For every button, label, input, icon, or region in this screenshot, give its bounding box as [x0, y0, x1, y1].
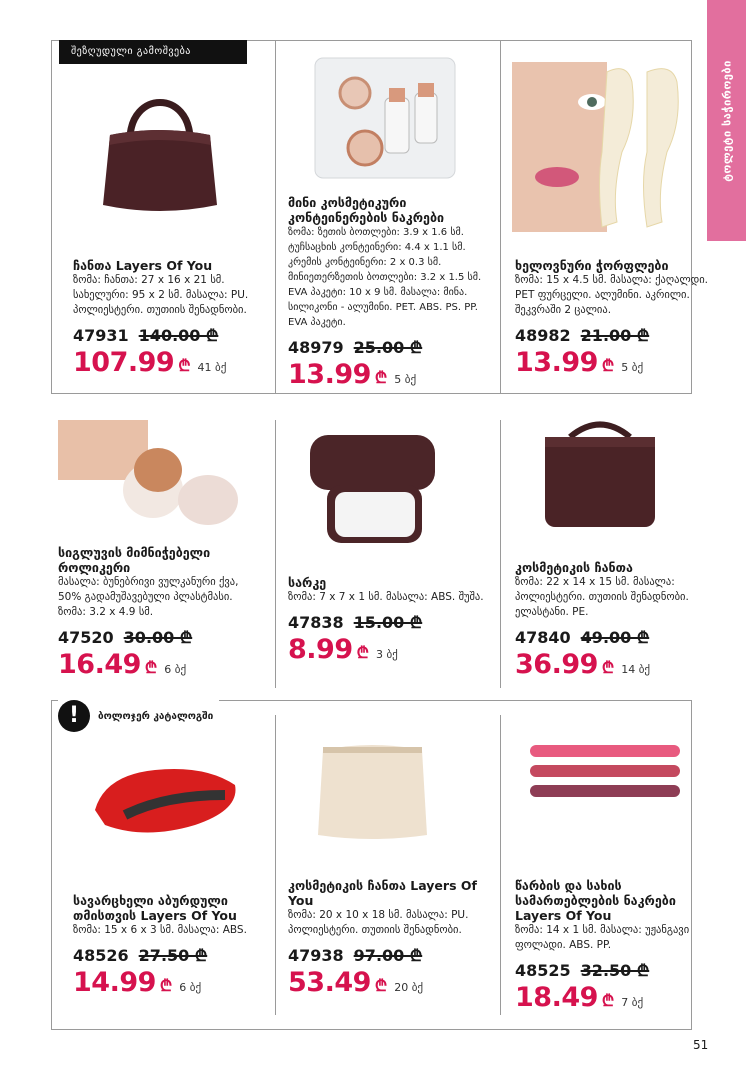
old-price: 25.00 ₾	[353, 338, 423, 357]
sale-price: 13.99	[288, 359, 371, 390]
product-name: სარკე	[288, 575, 327, 590]
points: 5 ბქ	[621, 361, 644, 374]
product-description: ზომა: 20 x 10 x 18 სმ. მასალა: PU. პოლიესტერი. თუთიის შენადნობი.	[288, 909, 469, 936]
sale-price: 36.99	[515, 649, 598, 680]
product-name: კოსმეტიკის ჩანთა	[515, 560, 633, 575]
divider	[275, 420, 276, 688]
old-price: 21.00 ₾	[580, 326, 650, 345]
points: 3 ბქ	[375, 648, 398, 661]
sale-price: 16.49	[58, 649, 141, 680]
old-price: 15.00 ₾	[353, 613, 423, 632]
product-code: 48982	[515, 325, 571, 345]
product-card[interactable]	[288, 878, 488, 998]
razor-set-image	[525, 740, 690, 805]
sale-price: 18.49	[515, 982, 598, 1013]
divider	[275, 40, 276, 394]
currency-sign: ₾	[601, 658, 615, 677]
product-description: ზომა: 15 x 6 x 3 სმ. მასალა: ABS.	[73, 924, 247, 936]
currency-sign: ₾	[159, 976, 173, 995]
product-name: ჩანთა Layers Of You	[73, 258, 213, 273]
product-description: ზომა: 15 x 4.5 სმ. მასალა: ქაღალდი. PET ფურცელი. ალუმინი. აკრილი. შეკვრაში 2 ცალია.	[515, 274, 708, 316]
currency-sign: ₾	[356, 643, 369, 662]
product-description: ზომა: 14 x 1 სმ. მასალა: უჟანგავი ფოლადი. ABS. PP.	[515, 924, 690, 951]
product-card[interactable]	[288, 575, 488, 665]
sale-price: 107.99	[73, 347, 175, 378]
old-price: 30.00 ₾	[123, 628, 193, 647]
sale-price: 13.99	[515, 347, 598, 378]
side-category-tab[interactable]	[707, 0, 746, 241]
old-price: 140.00 ₾	[138, 326, 219, 345]
product-name: კოსმეტიკის ჩანთა Layers Of You	[288, 878, 477, 908]
divider	[500, 40, 501, 394]
product-card[interactable]	[73, 893, 273, 998]
product-description: ზომა: 22 x 14 x 15 სმ. მასალა: პოლიესტერი. თუთიის შენადნობი. ელასტანი. PE.	[515, 576, 689, 618]
product-name: სიგლუვის მიმნიჭებელი როლიკერი	[58, 545, 211, 575]
product-card[interactable]	[58, 545, 258, 680]
exclamation-icon: !	[58, 700, 90, 732]
product-code: 48979	[288, 337, 344, 357]
product-name: მინი კოსმეტიკური კონტეინერების ნაკრები	[288, 195, 445, 225]
points: 7 ბქ	[621, 996, 644, 1009]
product-code: 47838	[288, 612, 344, 632]
points: 41 ბქ	[197, 361, 227, 374]
product-code: 47931	[73, 325, 129, 345]
mirror-image	[305, 430, 440, 545]
product-description: ზომა: 7 x 7 x 1 სმ. მასალა: ABS. შუშა.	[288, 591, 484, 603]
points: 5 ბქ	[394, 373, 417, 386]
last-in-catalog-badge	[58, 699, 219, 733]
face-roller-image	[58, 420, 248, 530]
product-name: წარბის და სახის სამართებლების ნაკრები Layers Of You	[515, 878, 676, 923]
product-code: 47938	[288, 945, 344, 965]
divider	[500, 715, 501, 1015]
points: 6 ბქ	[179, 981, 202, 994]
limited-edition-badge: შეზღუდული გამოშვება	[59, 40, 247, 64]
product-name: სავარცხელი აბურდული თმისთვის Layers Of You	[73, 893, 237, 923]
hairbrush-image	[85, 755, 245, 845]
product-description: ზომა: ჩანთა: 27 x 16 x 21 სმ. სახელური: 95 x 2 სმ. მასალა: PU. პოლიესტერი. თუთიის შენადნობი.	[73, 274, 249, 316]
sale-price: 8.99	[288, 634, 353, 665]
product-name: ხელოვნური ჭორფლები	[515, 258, 669, 273]
currency-sign: ₾	[601, 356, 615, 375]
currency-sign: ₾	[144, 658, 158, 677]
product-card[interactable]	[515, 878, 715, 1013]
old-price: 32.50 ₾	[580, 961, 650, 980]
cosmetic-bag-brown-image	[540, 412, 660, 532]
freckles-model-image	[512, 62, 692, 232]
currency-sign: ₾	[374, 368, 388, 387]
page-number: 51	[693, 1038, 709, 1052]
product-card[interactable]	[73, 258, 273, 378]
points: 14 ბქ	[621, 663, 651, 676]
product-code: 48525	[515, 960, 571, 980]
product-code: 47840	[515, 627, 571, 647]
product-code: 48526	[73, 945, 129, 965]
product-card[interactable]	[288, 195, 493, 390]
currency-sign: ₾	[601, 991, 615, 1010]
product-card[interactable]	[515, 258, 715, 378]
points: 6 ბქ	[164, 663, 187, 676]
sale-price: 14.99	[73, 967, 156, 998]
currency-sign: ₾	[178, 356, 191, 375]
handbag-image	[95, 85, 225, 220]
old-price: 27.50 ₾	[138, 946, 208, 965]
divider	[275, 715, 276, 1015]
last-in-catalog-label: ბოლოჯერ კატალოგში	[98, 710, 214, 722]
product-description: ზომა: ზეთის ბოთლები: 3.9 x 1.6 სმ. ტუჩსაცხის კონტეინერი: 4.4 x 1.1 სმ. კრემის კონტეინერი: 2 x 0.3 სმ. მინიეთერზეთის ბოთლები: 3.2 x 1.5 სმ. EVA პაკეტი: 10 x 9 სმ. მასალა: მინა. სილიკონი - ალუმინი. PET. ABS. PS. PP. EVA პაკეტი.	[288, 227, 482, 328]
points: 20 ბქ	[394, 981, 424, 994]
product-code: 47520	[58, 627, 114, 647]
divider	[500, 420, 501, 688]
old-price: 97.00 ₾	[353, 946, 423, 965]
cosmetic-bag-beige-image	[315, 735, 430, 845]
sale-price: 53.49	[288, 967, 371, 998]
product-card[interactable]	[515, 560, 715, 680]
old-price: 49.00 ₾	[580, 628, 650, 647]
product-description: მასალა: ბუნებრივი ვულკანური ქვა, 50% გადამუშავებული პლასტმასი. ზომა: 3.2 x 4.9 სმ.	[58, 576, 239, 618]
side-tab-label: ტოლეტი საჭიროები	[720, 59, 733, 182]
currency-sign: ₾	[374, 976, 388, 995]
container-set-image	[310, 48, 460, 188]
